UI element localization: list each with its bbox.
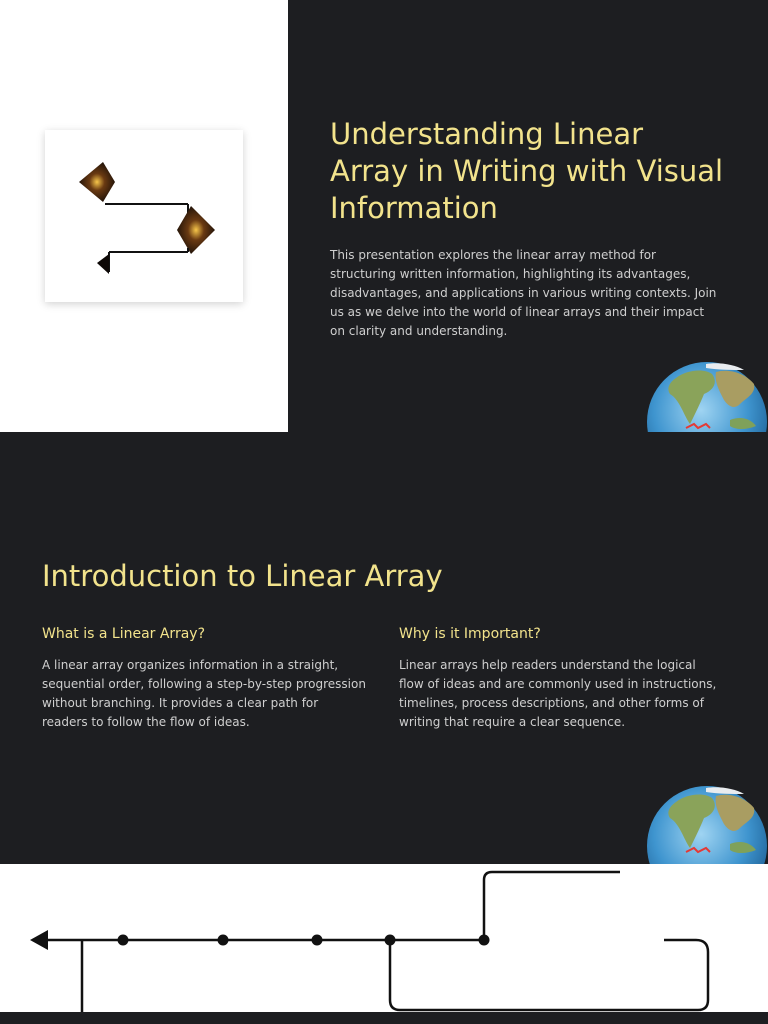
column-body: A linear array organizes information in a straight, sequential order, following a step-by-step progression without branching. It provides a clear path for readers to follow the flow of ideas. [42, 658, 366, 729]
globe-icon [646, 784, 768, 864]
timeline-node [218, 935, 229, 946]
presentation-title: Understanding Linear Array in Writing with Visual Information [330, 117, 724, 225]
column-heading: What is a Linear Array? [42, 626, 205, 642]
arrow-image-card [45, 130, 243, 302]
slide-separator [0, 1012, 768, 1024]
title-image-panel [0, 0, 288, 432]
title-slide [0, 0, 768, 432]
column-heading: Why is it Important? [399, 626, 541, 642]
timeline-node [312, 935, 323, 946]
timeline-node [385, 935, 396, 946]
globe-decoration [646, 360, 768, 432]
globe-icon [646, 360, 768, 432]
timeline-arrowhead [30, 930, 48, 950]
why-important-column [399, 625, 724, 732]
presentation-description: This presentation explores the linear array method for structuring written information, highlighting its advantages, disadvantages, and applications in various writing contexts. Join us as we delve into the world of linear arrays and their impact on clarity and understanding. [330, 248, 717, 338]
timeline-diagram [0, 864, 768, 1012]
what-is-column [42, 625, 367, 732]
timeline-slide [0, 864, 768, 1012]
section-title: Introduction to Linear Array [42, 559, 443, 593]
timeline-node [479, 935, 490, 946]
column-body: Linear arrays help readers understand the logical flow of ideas and are commonly used in instructions, timelines, process descriptions, and other forms of writing that require a clear sequence. [399, 658, 717, 729]
timeline-node [118, 935, 129, 946]
globe-decoration [646, 784, 768, 864]
zigzag-arrow-icon [45, 130, 243, 302]
